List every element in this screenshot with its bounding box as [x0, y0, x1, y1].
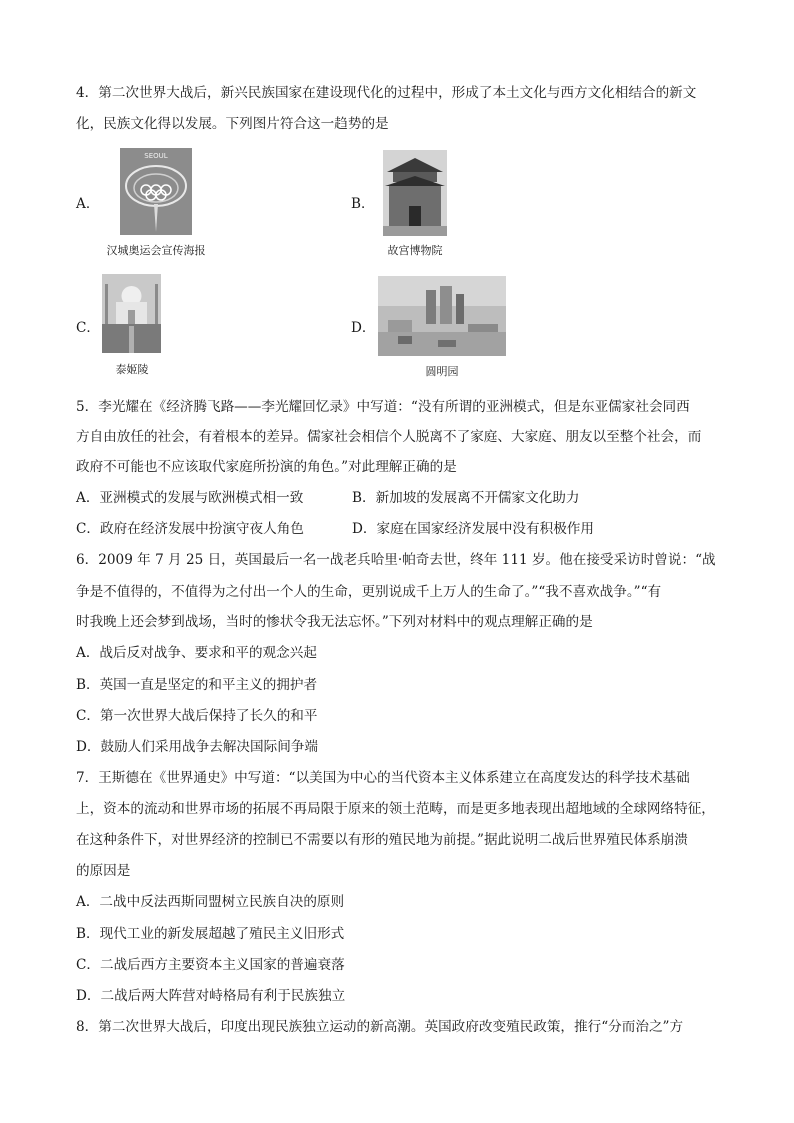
q4-option-d-caption: 圆明园 [425, 365, 459, 378]
q5-stem-line-2: 方自由放任的社会，有着根本的差异。儒家社会相信个人脱离不了家庭、大家庭、朋友以至整个社会，而 [76, 429, 702, 445]
q7-stem-line-1: 7．王斯德在《世界通史》中写道：“以美国为中心的当代资本主义体系建立在高度发达的科学技术基础 [76, 770, 690, 786]
old-summer-palace-ruins-image [378, 276, 506, 356]
q4-option-c-caption: 泰姬陵 [115, 363, 149, 376]
q8-stem-line-1: 8．第二次世界大战后，印度出现民族独立运动的新高潮。英国政府改变殖民政策，推行“分而治之”方 [76, 1019, 684, 1035]
q4-option-b-letter[interactable]: B． [351, 196, 375, 212]
q6-stem-line-3: 时我晚上还会梦到战场，当时的惨状令我无法忘怀。”下列对材料中的观点理解正确的是 [76, 614, 593, 630]
q6-option-b[interactable]: B．英国一直是坚定的和平主义的拥护者 [76, 677, 318, 693]
q4-option-a-caption: 汉城奥运会宣传海报 [106, 244, 206, 257]
q4-option-b-caption: 故宫博物院 [387, 244, 443, 257]
q5-option-a[interactable]: A．亚洲模式的发展与欧洲模式相一致 [76, 490, 304, 506]
q6-option-a[interactable]: A．战后反对战争、要求和平的观念兴起 [76, 645, 317, 661]
q7-stem-line-3: 在这种条件下，对世界经济的控制已不需要以有形的殖民地为前提。”据此说明二战后世界殖民体系崩溃 [76, 832, 688, 848]
q7-option-c[interactable]: C．二战后西方主要资本主义国家的普遍衰落 [76, 957, 345, 973]
q4-stem-line-2: 化，民族文化得以发展。下列图片符合这一趋势的是 [76, 116, 389, 132]
q6-stem-line-2: 争是不值得的，不值得为之付出一个人的生命，更别说成千上万人的生命了。”“我不喜欢战争。”“有 [76, 584, 662, 600]
q5-stem-line-1: 5．李光耀在《经济腾飞路——李光耀回忆录》中写道：“没有所谓的亚洲模式，但是东亚儒家社会同西 [76, 399, 690, 415]
q5-option-c[interactable]: C．政府在经济发展中扮演守夜人角色 [76, 521, 304, 537]
q7-stem-line-4: 的原因是 [76, 863, 131, 879]
taj-mahal-image [102, 274, 161, 353]
q6-option-c[interactable]: C．第一次世界大战后保持了长久的和平 [76, 708, 318, 724]
q5-option-b[interactable]: B．新加坡的发展离不开儒家文化助力 [352, 490, 580, 506]
q4-option-d-letter[interactable]: D． [351, 320, 376, 336]
q6-stem-line-1: 6．2009 年 7 月 25 日，英国最后一名一战老兵哈里·帕奇去世，终年 111 岁。他在接受采访时曾说：“战 [76, 552, 716, 568]
q7-option-a[interactable]: A．二战中反法西斯同盟树立民族自决的原则 [76, 894, 345, 910]
q5-stem-line-3: 政府不可能也不应该取代家庭所扮演的角色。”对此理解正确的是 [76, 459, 457, 475]
q7-option-b[interactable]: B．现代工业的新发展超越了殖民主义旧形式 [76, 926, 345, 942]
q4-option-c-letter[interactable]: C． [76, 320, 100, 336]
q7-stem-line-2: 上，资本的流动和世界市场的拓展不再局限于原来的领土范畴，而是更多地表现出超地域的全球网络特征， [76, 801, 715, 817]
q4-option-a-letter[interactable]: A． [76, 196, 100, 212]
seoul-olympics-poster-image [120, 148, 192, 235]
q7-option-d[interactable]: D．二战后两大阵营对峙格局有利于民族独立 [76, 988, 346, 1004]
palace-museum-image [383, 150, 447, 236]
q4-stem-line-1: 4．第二次世界大战后，新兴民族国家在建设现代化的过程中，形成了本土文化与西方文化相结合的新文 [76, 85, 697, 101]
q6-option-d[interactable]: D．鼓励人们采用战争去解决国际间争端 [76, 739, 318, 755]
q5-option-d[interactable]: D．家庭在国家经济发展中没有积极作用 [352, 521, 594, 537]
poster-title-text: SEOUL [144, 152, 168, 160]
